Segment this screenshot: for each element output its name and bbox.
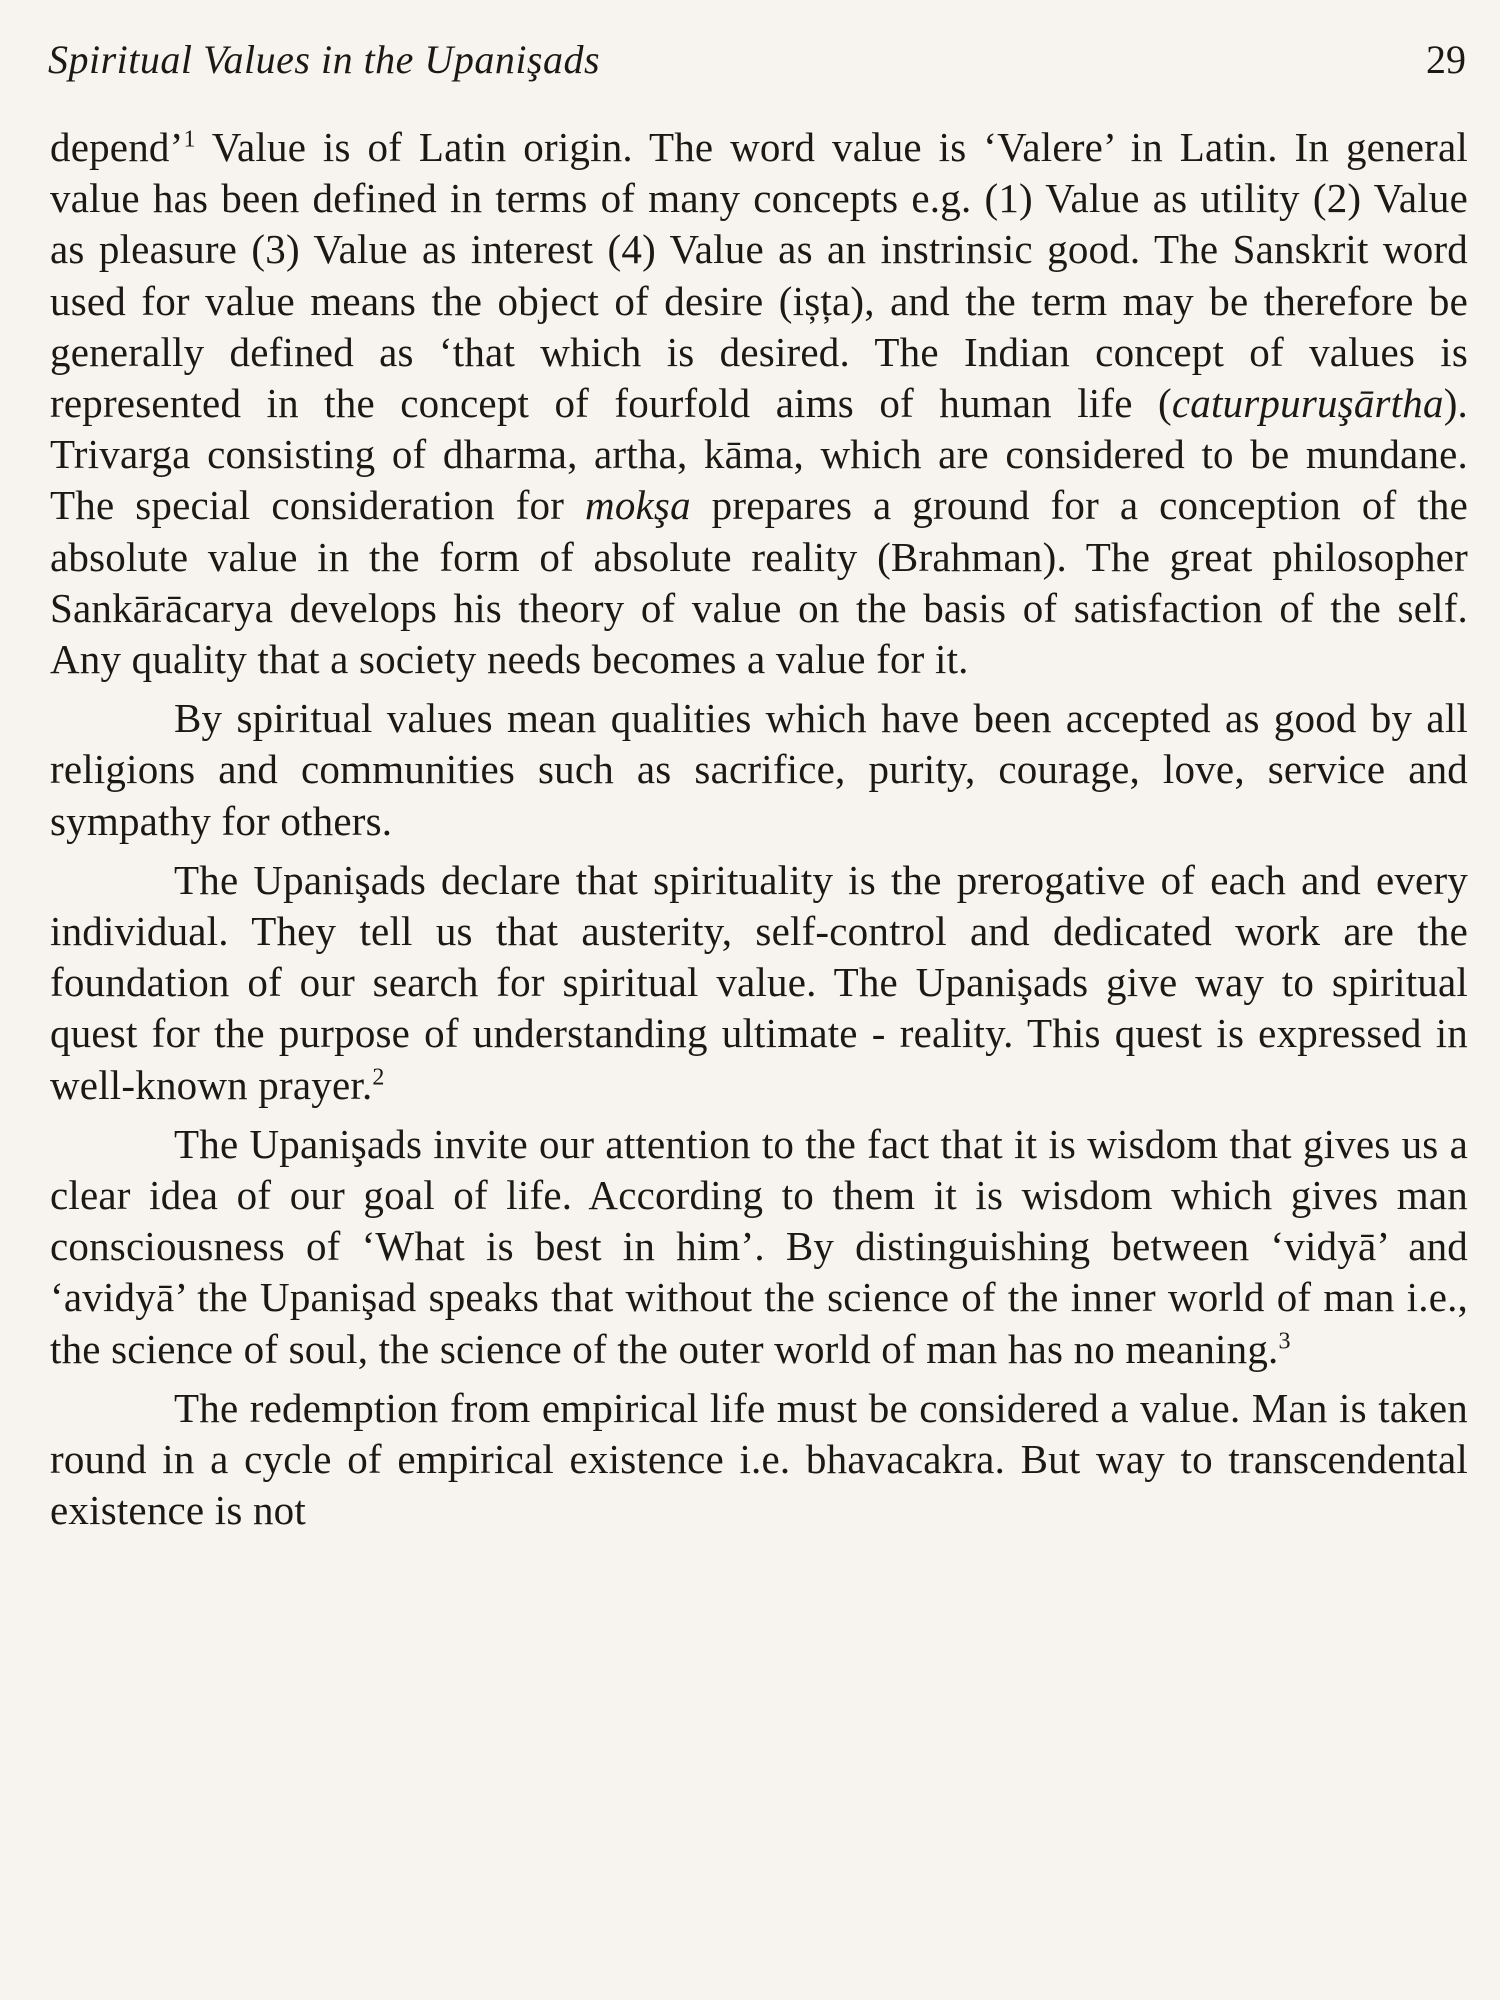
paragraph-1-part-a: depend’ [50, 124, 184, 170]
paragraph-3-text: The Upanişads declare that spirituality is the prerogative of each and every individual. They tell us that austerity, self-control and dedicated work are the foundation of our search for spiritual value. The Upanişads give way to spiritual quest for the purpose of understanding ultimate - reality. This quest is expressed in well-known prayer. [50, 856, 1468, 1108]
paragraph-3 [50, 855, 1468, 1111]
term-moksa: mokşa [585, 482, 691, 529]
paragraph-1-part-c: ). Trivarga consisting of dharma, artha, kāma, which are considered to be mundane. The special consideration for [50, 380, 1468, 529]
paragraph-1-part-d: prepares a ground for a conception of the absolute value in the form of absolute reality (Brahman). The great philosopher Sankārācarya develops his theory of value on the basis of satisfaction of the self. Any quality that a society needs becomes a value for it. [50, 482, 1468, 683]
paragraph-4-text: The Upanişads invite our attention to the fact that it is wisdom that gives us a clear idea of our goal of life. According to them it is wisdom which gives man consciousness of ‘What is best in him’. By distinguishing between ‘vidyā’ and ‘avidyā’ the Upanişad speaks that without the science of the inner world of man i.e., the science of soul, the science of the outer world of man has no meaning. [50, 1120, 1468, 1372]
paragraph-5: The redemption from empirical life must be considered a value. Man is taken round in a cycle of empirical existence i.e. bhavacakra. But way to transcendental existence is not [50, 1384, 1468, 1534]
footnote-ref-2: 2 [372, 1064, 385, 1090]
running-head [48, 30, 1466, 90]
paragraph-4 [50, 1119, 1468, 1375]
page-number: 29 [1426, 37, 1466, 82]
paragraph-1-part-b: Value is of Latin origin. The word value is ‘Valere’ in Latin. In general value has been defined in terms of many concepts e.g. (1) Value as utility (2) Value as pleasure (3) Value as interest (4) Value as an instrinsic good. The Sanskrit word used for value means the object of desire (ișța), and the term may be therefore be generally defined as ‘that which is desired. The Indian concept of values is represented in the concept of fourfold aims of human life ( [50, 124, 1468, 427]
footnote-ref-1: 1 [183, 126, 196, 153]
running-title: Spiritual Values in the Upanişads [48, 37, 601, 82]
paragraph-1 [50, 122, 1468, 685]
term-caturpurusartha: caturpuruşārtha [1171, 380, 1444, 427]
footnote-ref-3: 3 [1278, 1328, 1291, 1355]
paragraph-2: By spiritual values mean qualities which have been accepted as good by all religions and communities such as sacrifice, purity, courage, love, service and sympathy for others. [50, 695, 1468, 844]
body-text [50, 122, 1468, 1536]
